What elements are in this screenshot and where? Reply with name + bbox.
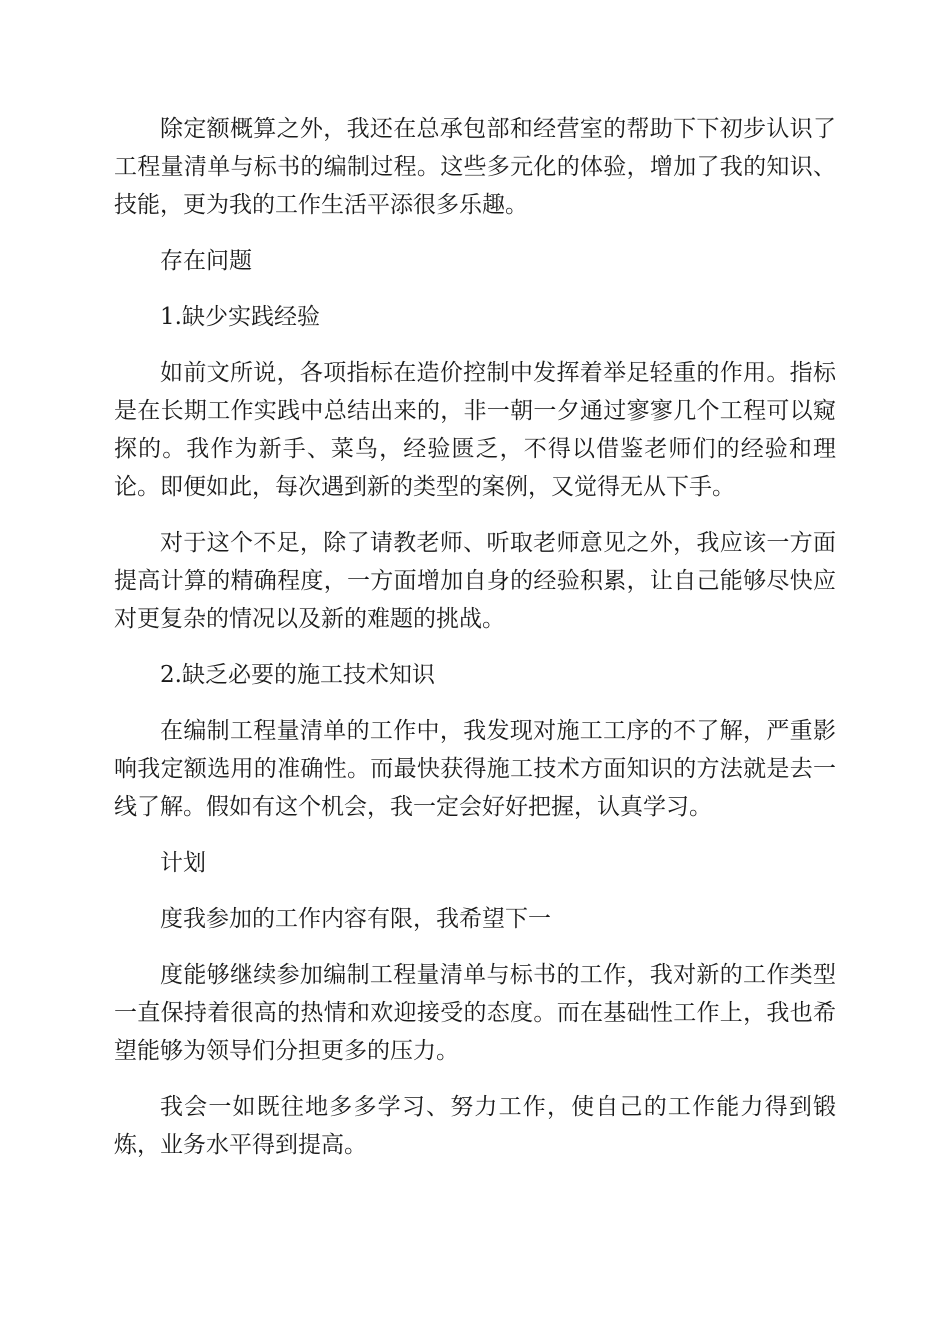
heading-lack-technical-knowledge: 2.缺乏必要的施工技术知识 [160, 662, 435, 688]
document-body [114, 110, 836, 1182]
paragraph-closing: 我会一如既往地多多学习、努力工作，使自己的工作能力得到锻炼，业务水平得到提高。 [114, 1094, 836, 1158]
paragraph-intro: 除定额概算之外，我还在总承包部和经营室的帮助下下初步认识了工程量清单与标书的编制过程。这些多元化的体验，增加了我的知识、技能，更为我的工作生活平添很多乐趣。 [114, 116, 836, 218]
heading-existing-problems: 存在问题 [160, 248, 252, 274]
paragraph-plan-intro: 度我参加的工作内容有限，我希望下一 [160, 906, 551, 932]
paragraph-improvement: 对于这个不足，除了请教老师、听取老师意见之外，我应该一方面提高计算的精确程度，一方面增加自身的经验积累，让自己能够尽快应对更复杂的情况以及新的难题的挑战。 [114, 530, 836, 632]
heading-plan: 计划 [160, 850, 206, 876]
paragraph-construction-process: 在编制工程量清单的工作中，我发现对施工工序的不了解，严重影响我定额选用的准确性。而最快获得施工技术方面知识的方法就是去一线了解。假如有这个机会，我一定会好好把握，认真学习。 [114, 718, 836, 820]
heading-lack-practice: 1.缺少实践经验 [160, 304, 320, 330]
paragraph-plan-detail: 度能够继续参加编制工程量清单与标书的工作，我对新的工作类型一直保持着很高的热情和欢迎接受的态度。而在基础性工作上，我也希望能够为领导们分担更多的压力。 [114, 962, 836, 1064]
paragraph-indicators: 如前文所说，各项指标在造价控制中发挥着举足轻重的作用。指标是在长期工作实践中总结出来的，非一朝一夕通过寥寥几个工程可以窥探的。我作为新手、菜鸟，经验匮乏，不得以借鉴老师们的经验和理论。即便如此，每次遇到新的类型的案例，又觉得无从下手。 [114, 360, 836, 500]
